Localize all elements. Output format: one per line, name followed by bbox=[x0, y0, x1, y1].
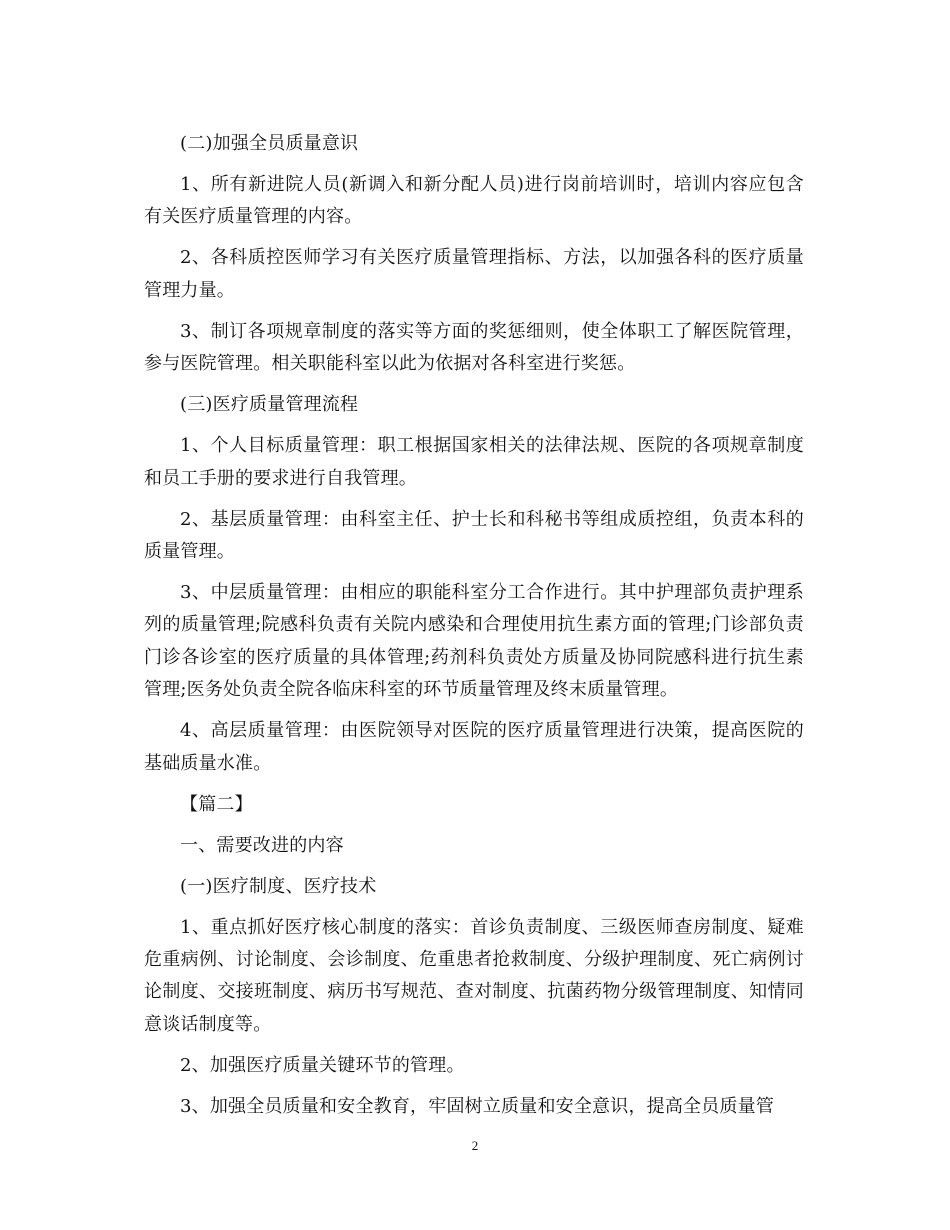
section-heading: (三)医疗质量管理流程 bbox=[180, 394, 359, 416]
section-heading: (一)医疗制度、医疗技术 bbox=[180, 875, 377, 897]
document-body bbox=[144, 128, 804, 1132]
page-number: 2 bbox=[471, 1138, 479, 1153]
paragraph: 3、加强全员质量和安全教育，牢固树立质量和安全意识，提高全员质量管 bbox=[180, 1095, 775, 1117]
paragraph: 3、制订各项规章制度的落实等方面的奖惩细则，使全体职工了解医院管理，参与医院管理。相关职能科室以此为依据对各科室进行奖惩。 bbox=[144, 320, 804, 375]
paragraph: 1、所有新进院人员(新调入和新分配人员)进行岗前培训时，培训内容应包含有关医疗质量管理的内容。 bbox=[144, 174, 804, 228]
paragraph: 2、基层质量管理：由科室主任、护士长和科秘书等组成质控组，负责本科的质量管理。 bbox=[144, 508, 804, 563]
part-heading: 【篇二】 bbox=[180, 793, 253, 815]
paragraph: 1、个人目标质量管理：职工根据国家相关的法律法规、医院的各项规章制度和员工手册的要求进行自我管理。 bbox=[144, 435, 804, 489]
paragraph: 4、高层质量管理：由医院领导对医院的医疗质量管理进行决策，提高医院的基础质量水准。 bbox=[144, 720, 804, 774]
section-heading: (二)加强全员质量意识 bbox=[180, 133, 359, 154]
paragraph: 2、各科质控医师学习有关医疗质量管理指标、方法，以加强各科的医疗质量管理力量。 bbox=[144, 247, 804, 301]
paragraph: 3、中层质量管理：由相应的职能科室分工合作进行。其中护理部负责护理系列的质量管理;院感科负责有关院内感染和合理使用抗生素方面的管理;门诊部负责门诊各诊室的医疗质量的具体管理;药剂科负责处方质量及协同院感科进行抗生素管理;医务处负责全院各临床科室的环节质量管理及终末质量管理。 bbox=[144, 582, 804, 701]
paragraph: 1、重点抓好医疗核心制度的落实：首诊负责制度、三级医师查房制度、疑难危重病例、讨论制度、会诊制度、危重患者抢救制度、分级护理制度、死亡病例讨论制度、交接班制度、病历书写规范、查对制度、抗菌药物分级管理制度、知情同意谈话制度等。 bbox=[144, 916, 804, 1035]
section-heading: 一、需要改进的内容 bbox=[180, 834, 344, 856]
paragraph: 2、加强医疗质量关键环节的管理。 bbox=[180, 1054, 465, 1076]
